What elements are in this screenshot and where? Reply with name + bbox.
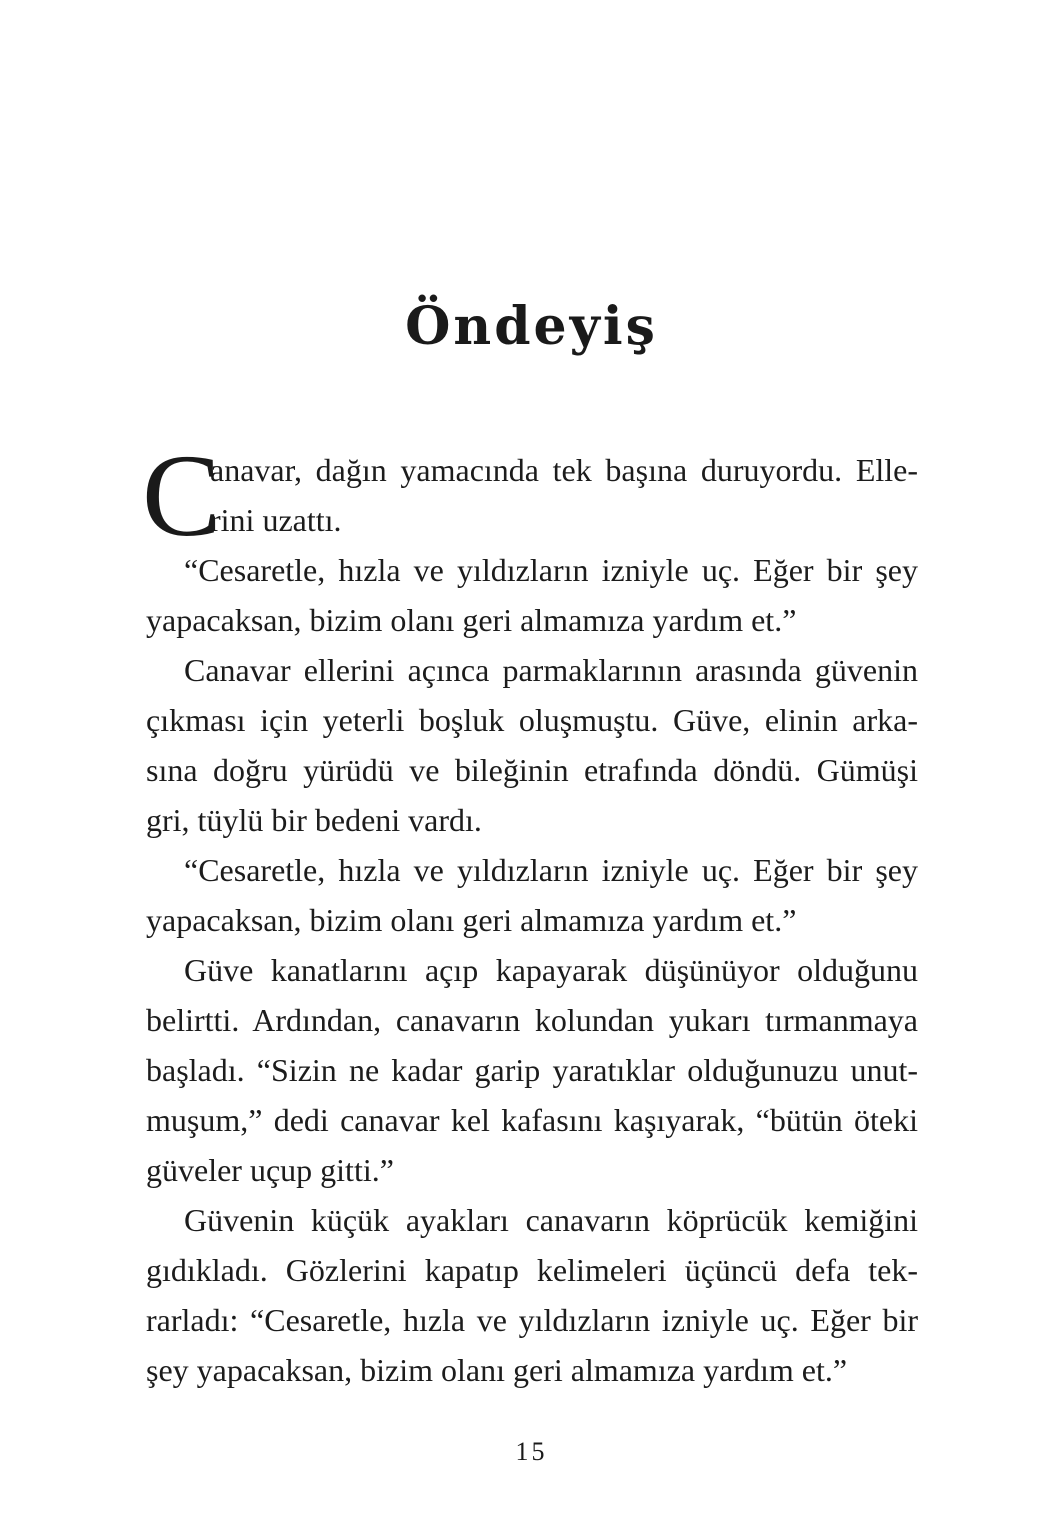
- text-line: anavar, dağın yamacında tek başına duruyordu. Elle-: [210, 452, 918, 488]
- text-line: güveler uçup gitti.”: [146, 1152, 394, 1188]
- text-line: rarladı: “Cesaretle, hızla ve yıldızların izniyle uç. Eğer bir: [146, 1302, 918, 1338]
- text-line: “Cesaretle, hızla ve yıldızların izniyle uç. Eğer bir şey: [184, 852, 918, 888]
- text-line: şey yapacaksan, bizim olanı geri almamıza yardım et.”: [146, 1352, 848, 1388]
- text-line: gıdıkladı. Gözlerini kapatıp kelimeleri üçüncü defa tek-: [146, 1252, 918, 1288]
- text-line: yapacaksan, bizim olanı geri almamıza yardım et.”: [146, 602, 797, 638]
- text-line: belirtti. Ardından, canavarın kolundan yukarı tırmanmaya: [146, 1002, 918, 1038]
- text-line: sına doğru yürüdü ve bileğinin etrafında döndü. Gümüşi: [146, 752, 918, 788]
- text-line: çıkması için yeterli boşluk oluşmuştu. Güve, elinin arka-: [146, 702, 918, 738]
- text-line: Canavar ellerini açınca parmaklarının arasında güvenin: [184, 652, 918, 688]
- body-text: [142, 430, 918, 1395]
- text-line: başladı. “Sizin ne kadar garip yaratıklar olduğunuzu unut-: [146, 1052, 918, 1088]
- page-number: 15: [515, 1437, 548, 1466]
- text-line: “Cesaretle, hızla ve yıldızların izniyle uç. Eğer bir şey: [184, 552, 918, 588]
- text-line: Güve kanatlarını açıp kapayarak düşünüyor olduğunu: [184, 952, 918, 988]
- chapter-title: Öndeyiş: [405, 296, 658, 357]
- text-line: yapacaksan, bizim olanı geri almamıza yardım et.”: [146, 902, 797, 938]
- text-line: muşum,” dedi canavar kel kafasını kaşıyarak, “bütün öteki: [146, 1102, 918, 1138]
- drop-cap: C: [142, 430, 221, 561]
- text-line: rini uzattı.: [210, 502, 342, 538]
- text-line: gri, tüylü bir bedeni vardı.: [146, 802, 482, 838]
- text-line: Güvenin küçük ayakları canavarın köprücük kemiğini: [184, 1202, 918, 1238]
